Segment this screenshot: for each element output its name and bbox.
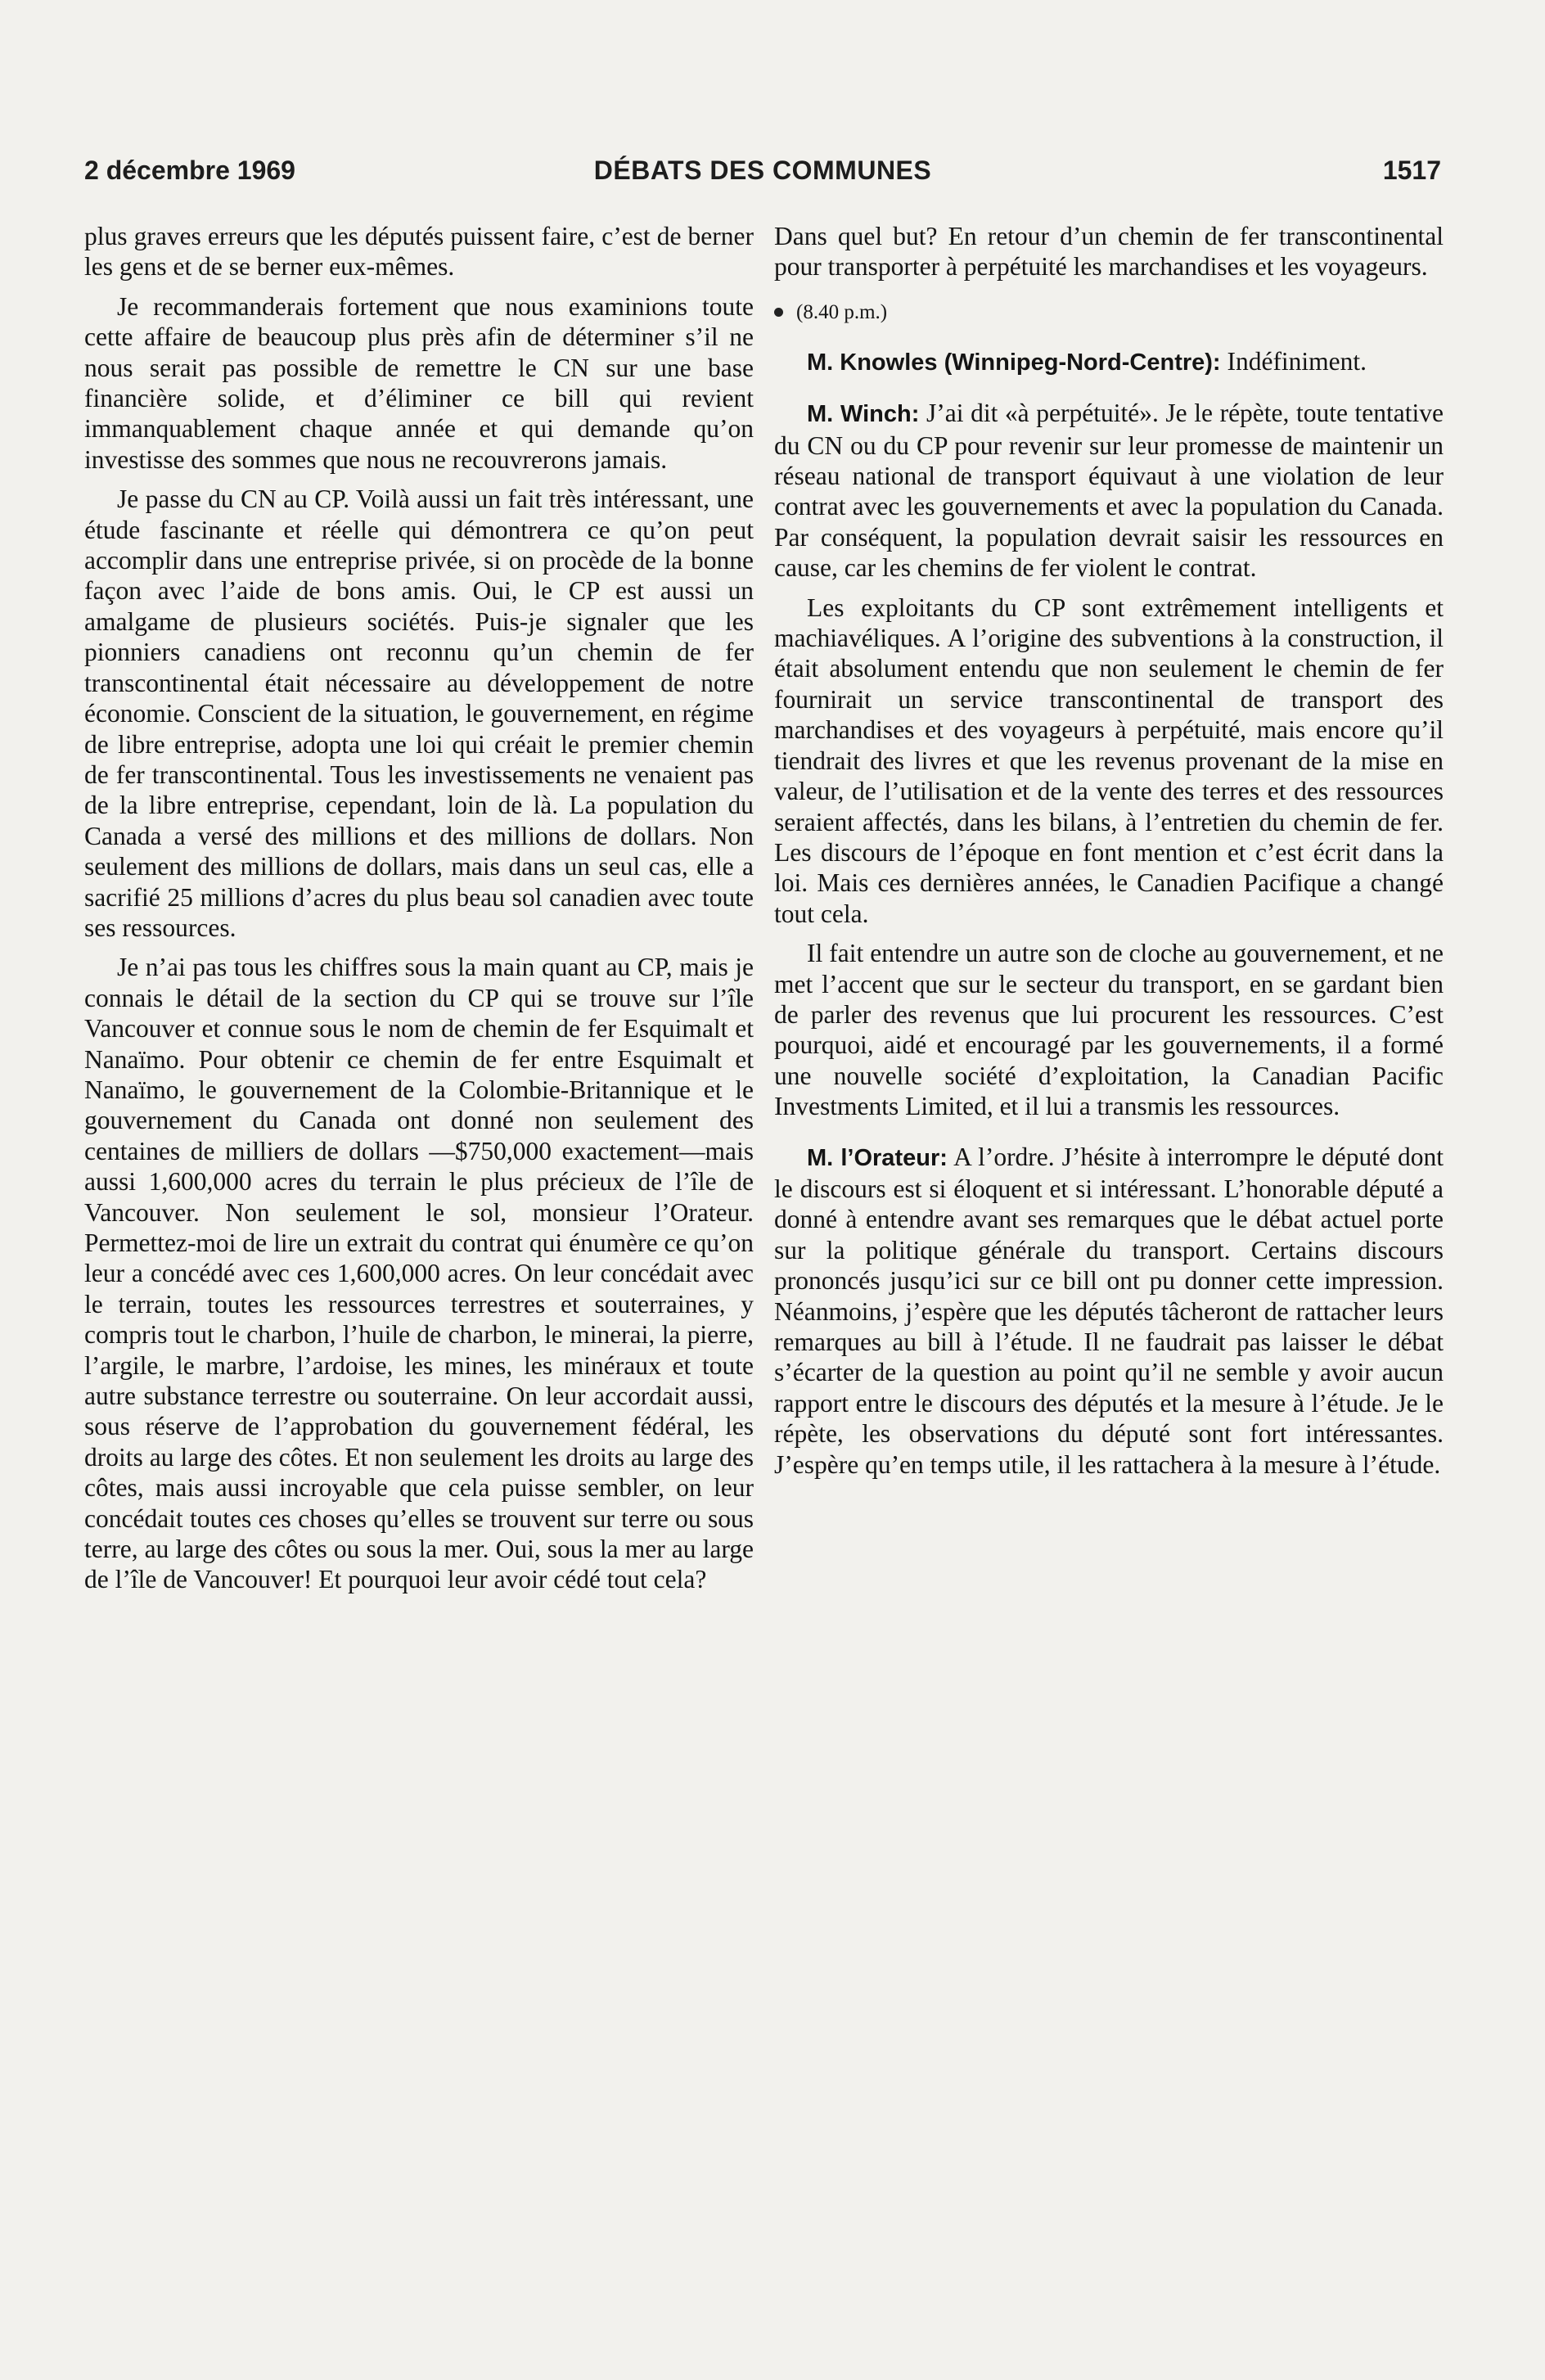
speaker-name: M. Knowles (Winnipeg-Nord-Centre):	[807, 349, 1221, 376]
speech-orateur	[774, 1142, 1444, 1480]
timestamp	[774, 299, 1444, 327]
paragraph: plus graves erreurs que les députés puissent faire, c’est de berner les gens et de se berner eux-mêmes.	[84, 222, 754, 282]
speech-winch	[774, 398, 1444, 583]
timestamp-text: (8.40 p.m.)	[796, 300, 888, 323]
paragraph: Les exploitants du CP sont extrêmement intelligents et machiavéliques. A l’origine des subventions à la construction, il était absolument entendu que non seulement le chemin de fer fournirait un service transcontinental de transport des marchandises et des voyageurs à perpétuité, mais encore qu’il tiendrait des livres et que les revenus provenant de la mise en valeur, de l’utilisation et de la vente des terres et des ressources seraient affectés, dans les bilans, à l’entretien du chemin de fer. Les discours de l’époque en font mention et c’est écrit dans la loi. Mais ces dernières années, le Canadien Pacifique a changé tout cela.	[774, 593, 1444, 928]
speech-text: Indéfiniment.	[1227, 346, 1367, 376]
header-title: DÉBATS DES COMMUNES	[593, 156, 932, 185]
right-column	[774, 221, 1444, 1480]
paragraph: Je passe du CN au CP. Voilà aussi un fait très intéressant, une étude fascinante et réelle qui démontrera ce qu’on peut accomplir dans une entreprise privée, si on procède de la bonne façon avec l’aide de bons amis. Oui, le CP est aussi un amalgame de plusieurs sociétés. Puis-je signaler que les pionniers canadiens ont reconnu qu’un chemin de fer transcontinental était nécessaire au développement de notre économie. Conscient de la situation, le gouvernement, en régime de libre entreprise, adopta une loi qui créait le premier chemin de fer transcontinental. Tous les investissements ne venaient pas de la libre entreprise, cependant, loin de là. La population du Canada a versé des millions et des millions de dollars. Non seulement des millions de dollars, mais dans un seul cas, elle a sacrifié 25 millions d’acres du plus beau sol canadien avec toute ses ressources.	[84, 485, 754, 942]
speech-knowles	[774, 346, 1444, 378]
bullet-icon	[774, 308, 783, 317]
page-number: 1517	[1382, 156, 1441, 185]
running-header	[84, 156, 1441, 192]
speaker-name: M. l’Orateur:	[807, 1144, 948, 1171]
left-column	[84, 221, 754, 1595]
speaker-name: M. Winch:	[807, 401, 920, 428]
speech-text: A l’ordre. J’hésite à interrompre le député dont le discours est si éloquent et si intéressant. L’honorable député a donné à entendre avant ses remarques que le débat actuel porte sur la politique générale du transport. Certains discours prononcés jusqu’ici sur ce bill ont pu donner cette impression. Néanmoins, j’espère que les députés tâcheront de rattacher leurs remarques au bill à l’étude. Il ne faudrait pas laisser le débat s’écarter de la question au point qu’il ne semble y avoir aucun rapport entre le discours des députés et la mesure à l’étude. Je le répète, les observations du député sont fort intéressantes. J’espère qu’en temps utile, il les rattachera à la mesure à l’étude.	[774, 1142, 1444, 1479]
header-date: 2 décembre 1969	[84, 156, 295, 185]
paragraph: Je recommanderais fortement que nous examinions toute cette affaire de beaucoup plus près afin de déterminer s’il ne nous serait pas possible de remettre le CN sur une base financière solide, et d’éliminer ce bill qui revient immanquablement chaque année et qui demande qu’on investisse des sommes que nous ne recouvrerons jamais.	[84, 291, 754, 474]
paragraph: Dans quel but? En retour d’un chemin de fer transcontinental pour transporter à perpétuité les marchandises et les voyageurs.	[774, 222, 1444, 282]
paragraph: Il fait entendre un autre son de cloche au gouvernement, et ne met l’accent que sur le secteur du transport, en se gardant bien de parler des revenus que lui procurent les ressources. C’est pourquoi, aidé et encouragé par les gouvernements, il a formé une nouvelle société d’exploitation, la Canadian Pacific Investments Limited, et il lui a transmis les ressources.	[774, 939, 1444, 1121]
speech-text: J’ai dit «à perpétuité». Je le répète, toute tentative du CN ou du CP pour revenir sur leur promesse de maintenir un réseau national de transport équivaut à une violation de leur contrat avec les gouvernements et avec la population du Canada. Par conséquent, la population devrait saisir les ressources en cause, car les chemins de fer violent le contrat.	[774, 399, 1444, 583]
paragraph: Je n’ai pas tous les chiffres sous la main quant au CP, mais je connais le détail de la section du CP qui se trouve sur l’île Vancouver et connue sous le nom de chemin de fer Esquimalt et Nanaïmo. Pour obtenir ce chemin de fer entre Esquimalt et Nanaïmo, le gouvernement de la Colombie-Britannique et le gouvernement du Canada ont donné non seulement des centaines de milliers de dollars —$750,000 exactement—mais aussi 1,600,000 acres du terrain le plus précieux de l’île de Vancouver. Non seulement le sol, monsieur l’Orateur. Permettez-moi de lire un extrait du contrat qui énumère ce qu’on leur a concédé avec ces 1,600,000 acres. On leur concédait avec le terrain, toutes les ressources terrestres et souterraines, y compris tout le charbon, l’huile de charbon, le minerai, la pierre, l’argile, le marbre, l’ardoise, les mines, les minéraux et toute autre substance terrestre ou souterraine. On leur accordait aussi, sous réserve de l’approbation du gouvernement fédéral, les droits au large des côtes. Et non seulement les droits au large des côtes, mais aussi incroyable que cela puisse sembler, on leur concédait toutes ces choses qu’elles se trouvent sur terre ou sous terre, au large des côtes ou sous la mer. Oui, sous la mer au large de l’île de Vancouver! Et pourquoi leur avoir cédé tout cela?	[84, 953, 754, 1594]
